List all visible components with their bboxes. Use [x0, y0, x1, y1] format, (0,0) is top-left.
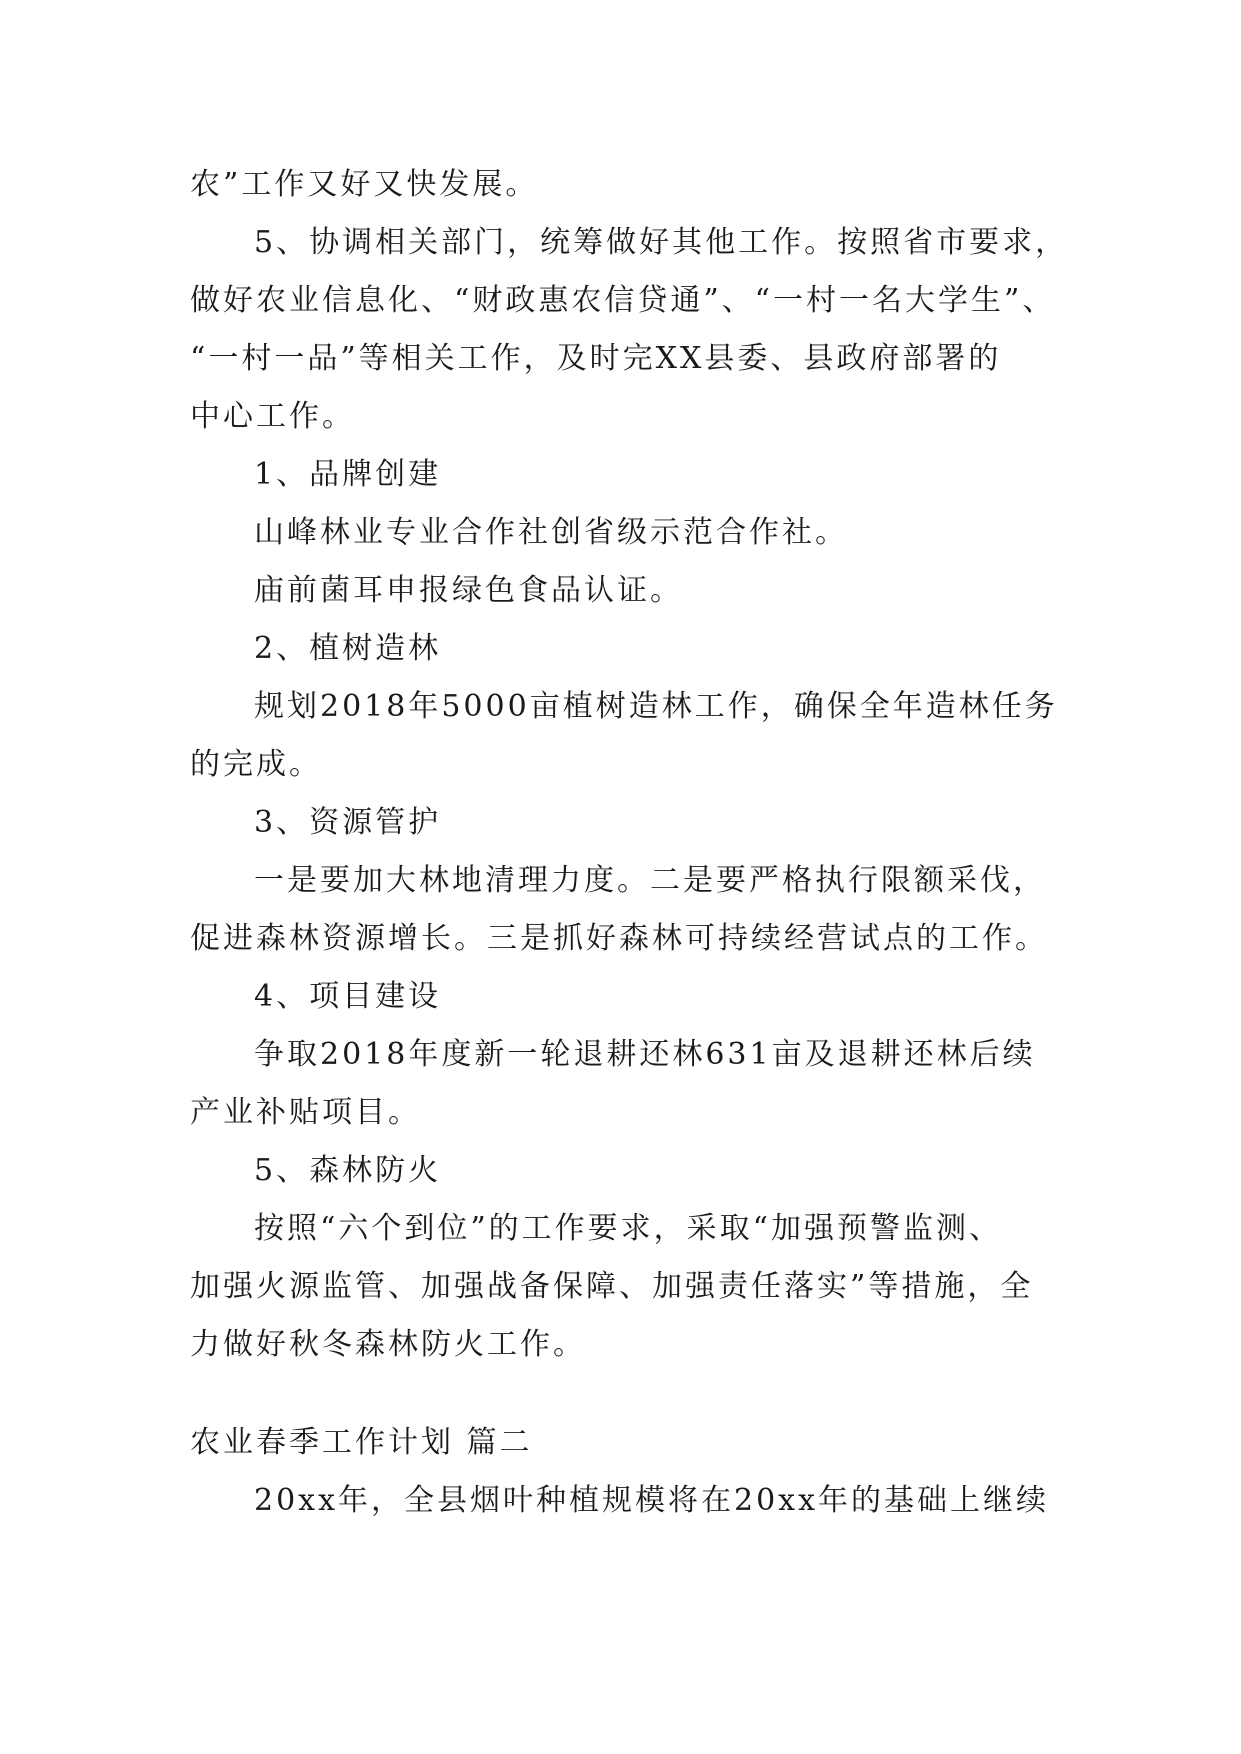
text-line: 力做好秋冬森林防火工作。	[190, 1327, 586, 1362]
text-line: 做好农业信息化、“财政惠农信贷通”、“一村一名大学生”、	[190, 283, 1056, 318]
text-line: 产业补贴项目。	[190, 1095, 421, 1130]
text-line: 5、协调相关部门，统筹做好其他工作。按照省市要求，	[254, 225, 1069, 260]
text-line: 规划2018年5000亩植树造林工作，确保全年造林任务	[254, 689, 1058, 724]
text-line: 的完成。	[190, 747, 322, 782]
text-line: 农”工作又好又快发展。	[190, 167, 539, 202]
subheading: 3、资源管护	[254, 805, 442, 840]
text-line: 山峰林业专业合作社创省级示范合作社。	[254, 515, 848, 550]
document-body	[190, 156, 1070, 1530]
text-line: “一村一品”等相关工作，及时完XX县委、县政府部署的	[190, 341, 1002, 376]
text-line: 按照“六个到位”的工作要求，采取“加强预警监测、	[254, 1211, 1003, 1246]
text-line: 中心工作。	[190, 399, 355, 434]
section-title: 农业春季工作计划 篇二	[190, 1425, 533, 1460]
text-line: 促进森林资源增长。三是抓好森林可持续经营试点的工作。	[190, 921, 1048, 956]
text-line: 加强火源监管、加强战备保障、加强责任落实”等措施，全	[190, 1269, 1034, 1304]
subheading: 5、森林防火	[254, 1153, 442, 1188]
subheading: 1、品牌创建	[254, 457, 442, 492]
text-line: 20xx年，全县烟叶种植规模将在20xx年的基础上继续	[254, 1483, 1050, 1518]
text-line: 争取2018年度新一轮退耕还林631亩及退耕还林后续	[254, 1037, 1036, 1072]
section-spacer	[190, 1374, 1070, 1414]
subheading: 4、项目建设	[254, 979, 442, 1014]
subheading: 2、植树造林	[254, 631, 442, 666]
text-line: 一是要加大林地清理力度。二是要严格执行限额采伐，	[254, 863, 1046, 898]
text-line: 庙前菌耳申报绿色食品认证。	[254, 573, 683, 608]
